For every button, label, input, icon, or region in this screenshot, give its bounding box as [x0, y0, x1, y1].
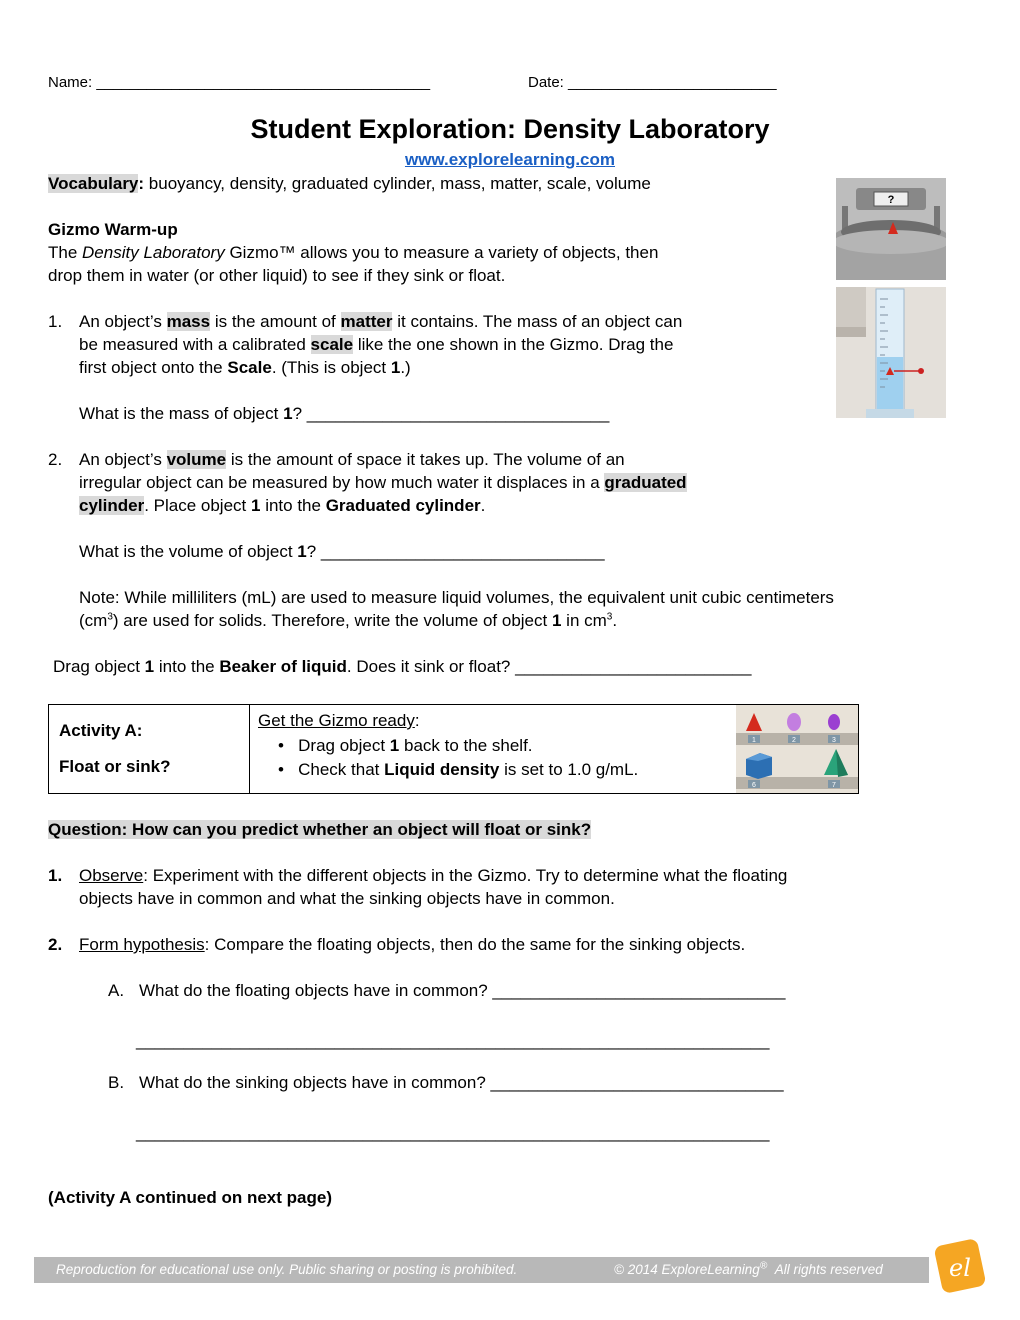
bullet-1: • Drag object 1 back to the shelf.	[278, 736, 533, 755]
drag-question[interactable]: Drag object 1 into the Beaker of liquid. Does it sink or float? _________________________	[53, 657, 752, 676]
q1-line-2: be measured with a calibrated scale like the one shown in the Gizmo. Drag the	[79, 335, 674, 354]
scale-term: scale	[310, 335, 354, 354]
q1-line-3: first object onto the Scale. (This is object 1.)	[79, 358, 411, 377]
graduated-cylinder-image	[836, 287, 946, 418]
shelf-label-1: 1	[752, 737, 756, 744]
step-2-line: Form hypothesis: Compare the floating objects, then do the same for the sinking objects.	[79, 935, 746, 954]
form-hypothesis-label: Form hypothesis	[79, 935, 205, 954]
step-1-line-1: Observe: Experiment with the different objects in the Gizmo. Try to determine what the floating	[79, 866, 788, 885]
step-2b-answer-line[interactable]: ___________________________________________________________________	[136, 1123, 770, 1142]
step-1-number: 1.	[48, 866, 63, 885]
matter-term: matter	[340, 312, 393, 331]
step-2a-question[interactable]: What do the floating objects have in common? _______________________________	[139, 981, 786, 1000]
observe-label: Observe	[79, 866, 144, 885]
activity-subtitle: Float or sink?	[59, 757, 171, 776]
activity-table	[48, 704, 859, 794]
step-1-line-2: objects have in common and what the sinking objects have in common.	[79, 889, 615, 908]
step-2b-letter: B.	[108, 1073, 125, 1092]
name-field[interactable]	[48, 72, 430, 94]
step-2b-question[interactable]: What do the sinking objects have in common? _______________________________	[139, 1073, 784, 1092]
shelf-image-cell	[736, 705, 859, 794]
warmup-heading: Gizmo Warm-up	[48, 220, 178, 239]
vocabulary-label: Vocabulary	[48, 174, 139, 193]
activity-label: Activity A:	[59, 721, 143, 740]
continued-note: (Activity A continued on next page)	[48, 1188, 332, 1207]
shelf-label-6: 6	[752, 782, 756, 789]
footer-disclaimer: Reproduction for educational use only. Public sharing or posting is prohibited.	[56, 1262, 518, 1277]
q2-line-1: An object’s volume is the amount of space it takes up. The volume of an	[79, 450, 625, 469]
object-2-purple-egg[interactable]	[787, 713, 801, 731]
shelf-label-3: 3	[832, 737, 836, 744]
q2-answer-line[interactable]: What is the volume of object 1? ______________________________	[79, 542, 605, 561]
date-field[interactable]	[528, 72, 777, 94]
date-label: Date:	[528, 74, 564, 91]
level-marker-handle[interactable]	[918, 368, 924, 374]
object-3-purple-egg[interactable]	[828, 714, 840, 730]
page-title: Student Exploration: Density Laboratory	[250, 114, 770, 144]
mass-term: mass	[166, 312, 211, 331]
date-blank[interactable]: _________________________	[568, 74, 777, 91]
explorelearning-logo	[930, 1236, 988, 1296]
note-line-2: $(cm^3)$ are used for solids. Therefore, write the volume of object 1 in $cm^3$.	[79, 611, 618, 630]
shelf-label-2: 2	[792, 737, 796, 744]
gizmo-ready-cell: Get the Gizmo ready: • Drag object 1 back to the shelf. • Check that Liquid density is set to 1.0 g/mL.	[250, 705, 737, 794]
question-heading: Question: How can you predict whether an object will float or sink?	[48, 820, 592, 839]
step-2a-letter: A.	[108, 981, 125, 1000]
scale-image	[836, 178, 946, 280]
graduated-term: graduated	[604, 473, 687, 492]
logo-text: el	[949, 1254, 971, 1282]
cylinder-term: cylinder	[79, 496, 145, 515]
object-shelf-image	[736, 705, 858, 793]
q1-number: 1.	[48, 312, 63, 331]
note-line-1: Note: While milliliters (mL) are used to measure liquid volumes, the equivalent unit cubic centimeters	[79, 588, 834, 607]
vocabulary-line: Vocabulary: buoyancy, density, graduated cylinder, mass, matter, scale, volume	[48, 174, 651, 193]
bullet-2: • Check that Liquid density is set to 1.0 g/mL.	[278, 760, 639, 779]
vocabulary-terms: buoyancy, density, graduated cylinder, mass, matter, scale, volume	[148, 174, 651, 193]
explorelearning-link[interactable]: www.explorelearning.com	[404, 150, 616, 169]
gizmo-name: Density Laboratory	[82, 243, 225, 262]
name-blank[interactable]: ________________________________________	[96, 74, 431, 91]
gizmo-ready-heading: Get the Gizmo ready	[258, 711, 415, 730]
q1-answer-line[interactable]: What is the mass of object 1? ________________________________	[79, 404, 610, 423]
warmup-text-1: The Density Laboratory Gizmo™ allows you to measure a variety of objects, then	[48, 243, 659, 262]
activity-label-cell	[49, 705, 250, 794]
scale-display-text: ?	[887, 194, 895, 206]
warmup-text-2: drop them in water (or other liquid) to see if they sink or float.	[48, 266, 506, 285]
q2-number: 2.	[48, 450, 63, 469]
volume-term: volume	[166, 450, 227, 469]
shelf-label-7: 7	[832, 782, 836, 789]
q1-line-1: An object’s mass is the amount of matter it contains. The mass of an object can	[79, 312, 683, 331]
name-label: Name:	[48, 74, 93, 91]
q2-line-3: cylinder. Place object 1 into the Graduated cylinder.	[79, 496, 486, 515]
step-2-number: 2.	[48, 935, 63, 954]
footer-copyright: © 2014 ExploreLearning® All rights reserved	[614, 1260, 883, 1277]
footer-bar	[34, 1257, 929, 1283]
q2-line-2: irregular object can be measured by how much water it displaces in a graduated	[79, 473, 687, 492]
step-2a-answer-line[interactable]: ___________________________________________________________________	[136, 1031, 770, 1050]
